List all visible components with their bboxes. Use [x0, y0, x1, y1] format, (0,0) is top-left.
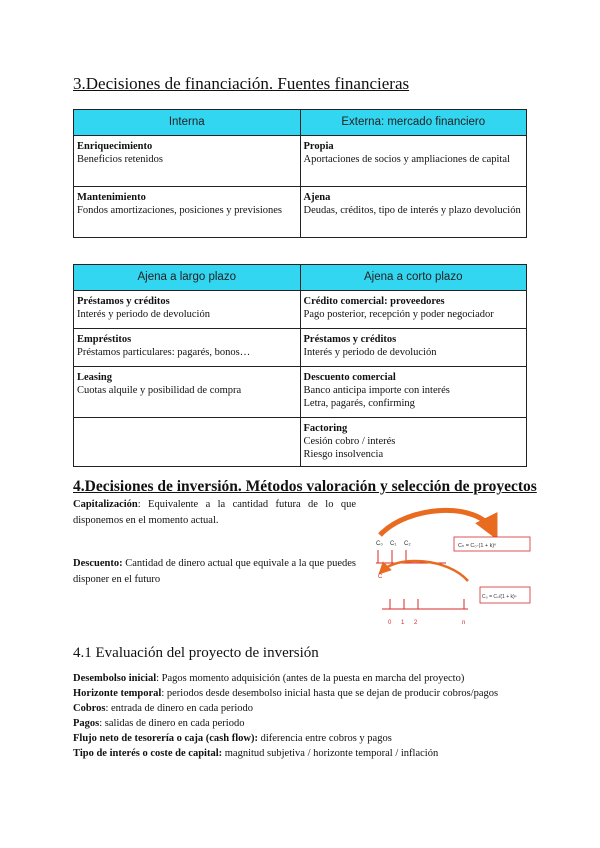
table-row [74, 291, 527, 329]
list-item: Desembolso inicial: Pagos momento adquisición (antes de la puesta en marcha del proyecto) [73, 673, 465, 684]
section-3-heading: 3.Decisiones de financiación. Fuentes financieras [73, 74, 410, 93]
diagram-label: C₀ [376, 541, 383, 547]
list-item: Pagos: salidas de dinero en cada periodo [73, 718, 245, 729]
table-header: Ajena a corto plazo [300, 265, 527, 291]
discount-paragraph: Descuento: Cantidad de dinero actual que equivale a la que puedes disponer en el futuro [73, 558, 356, 585]
external-financing-table [73, 264, 527, 467]
list-item: Flujo neto de tesorería o caja (cash flow): diferencia entre cobros y pagos [73, 733, 392, 744]
definitions-list [73, 671, 553, 761]
list-item: Horizonte temporal: periodos desde desembolso inicial hasta que se dejan de producir cobros/pagos [73, 688, 499, 699]
capitalization-arrow [380, 510, 493, 535]
diagram-label: C₂ [404, 541, 411, 547]
table-cell: Leasing Cuotas alquile y posibilidad de compra [74, 367, 301, 418]
table-cell: Factoring Cesión cobro / interés Riesgo insolvencia [300, 418, 527, 467]
financing-sources-table [73, 109, 527, 238]
table-cell: Crédito comercial: proveedores Pago posterior, recepción y poder negociador [300, 291, 527, 329]
table-row [74, 367, 527, 418]
table-cell: Ajena Deudas, créditos, tipo de interés y plazo devolución [300, 187, 527, 238]
table-row [74, 136, 527, 187]
axis-label: n [462, 620, 466, 626]
table-cell: Enriquecimiento Beneficios retenidos [74, 136, 301, 187]
list-item: Cobros: entrada de dinero en cada periodo [73, 703, 253, 714]
discount-arrow [382, 561, 468, 581]
section-4-1-heading: 4.1 Evaluación del proyecto de inversión [73, 645, 319, 661]
table-cell-empty [74, 418, 301, 467]
discount-formula: C₀ = Cₙ/(1 + k)ⁿ [482, 594, 517, 600]
table-row [74, 187, 527, 238]
section-4-heading: 4.Decisiones de inversión. Métodos valoración y selección de proyectos [73, 478, 537, 495]
table-row [74, 418, 527, 467]
table-cell: Préstamos y créditos Interés y periodo de devolución [74, 291, 301, 329]
table-cell: Mantenimiento Fondos amortizaciones, posiciones y previsiones [74, 187, 301, 238]
capitalization-paragraph: Capitalización: Equivalente a la cantidad futura de lo que disponemos en el momento actual. [73, 499, 356, 526]
table-cell: Propia Aportaciones de socios y ampliaciones de capital [300, 136, 527, 187]
compound-formula: Cₙ = C₀·(1 + k)ⁿ [458, 543, 497, 549]
table-cell: Descuento comercial Banco anticipa importe con interés Letra, pagarés, confirming [300, 367, 527, 418]
table-row [74, 329, 527, 367]
table-header: Ajena a largo plazo [74, 265, 301, 291]
table-cell: Préstamos y créditos Interés y periodo de devolución [300, 329, 527, 367]
diagram-label: C₁ [390, 541, 397, 547]
table-cell: Empréstitos Préstamos particulares: pagarés, bonos… [74, 329, 301, 367]
table-header: Externa: mercado financiero [300, 110, 527, 136]
axis-label: 1 [401, 620, 405, 626]
list-item: Tipo de interés o coste de capital: magnitud subjetiva / horizonte temporal / inflación [73, 748, 439, 759]
table-header: Interna [74, 110, 301, 136]
axis-label: 0 [388, 620, 392, 626]
capitalization-discount-diagram [368, 503, 538, 628]
axis-label: 2 [414, 620, 418, 626]
diagram-label: C [378, 574, 383, 580]
